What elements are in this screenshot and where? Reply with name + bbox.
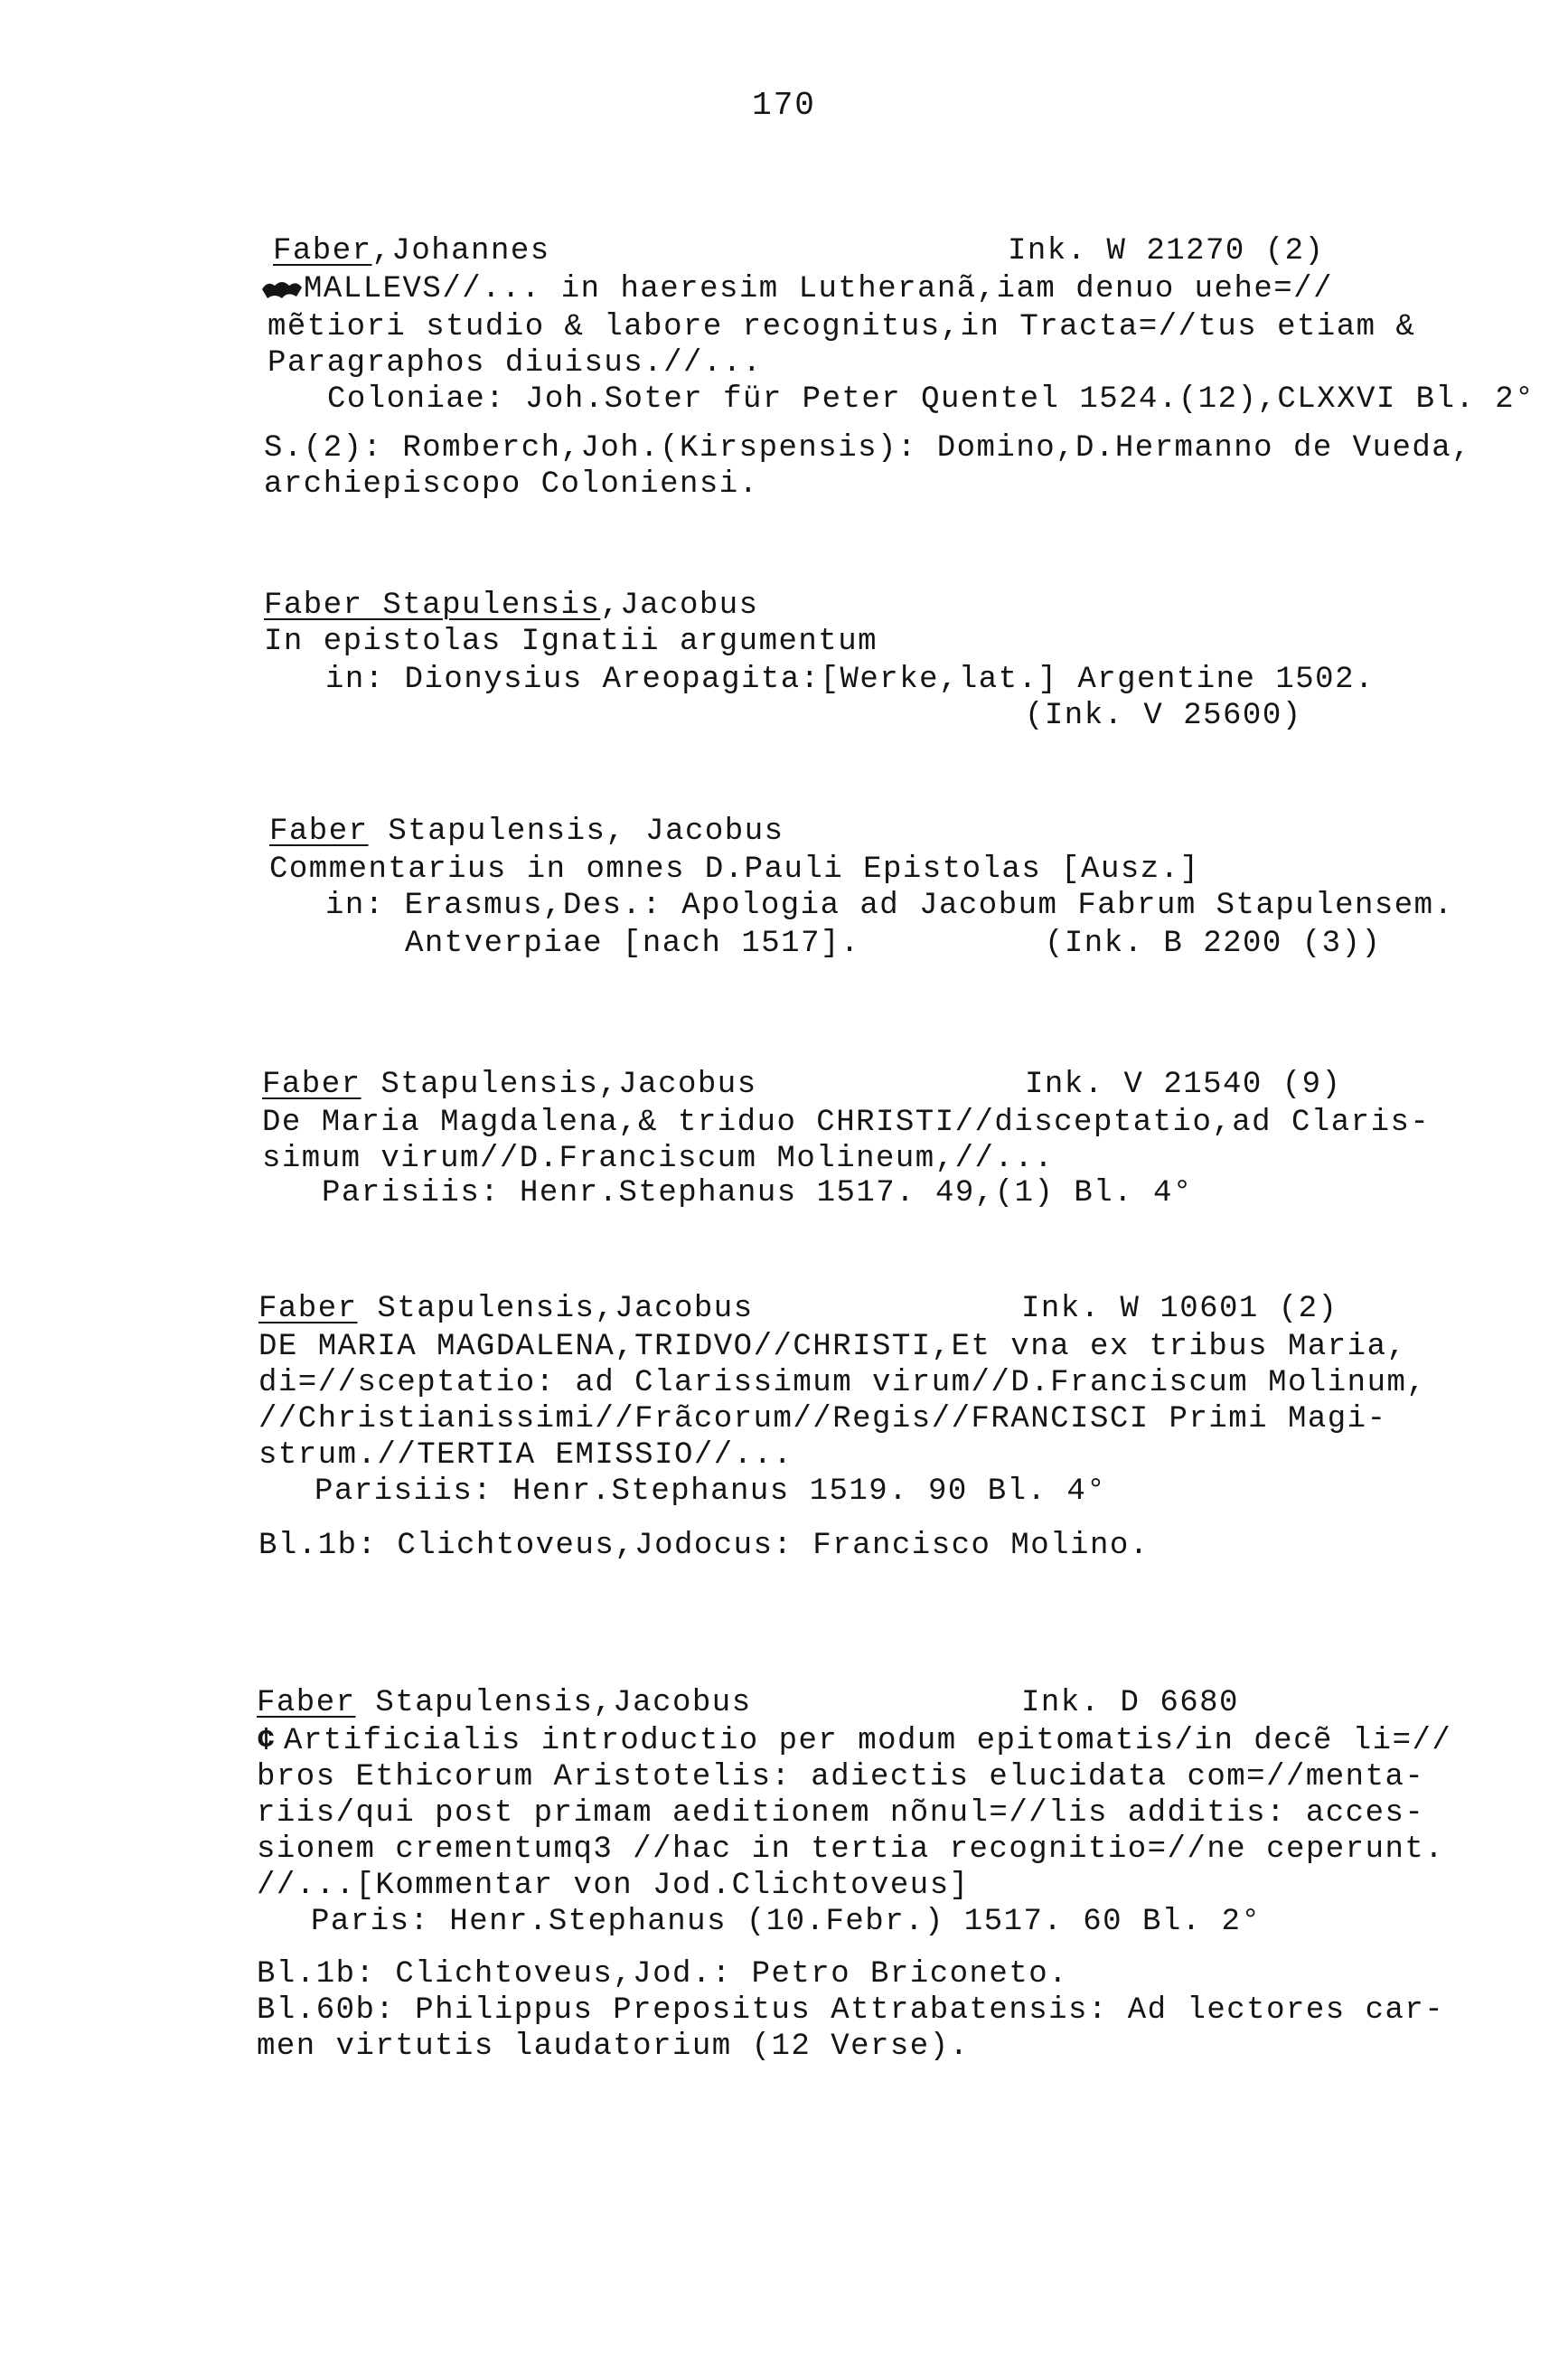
title-line: MALLEVS//... in haeresim Lutheranã,iam denuo uehe=// — [260, 271, 1333, 307]
heading-surname: Faber Stapulensis — [264, 589, 601, 623]
note-line: Bl.1b: Clichtoveus,Jodocus: Francisco Molino. — [258, 1529, 1150, 1563]
heading-surname: Faber — [258, 1292, 358, 1326]
entry-heading — [269, 814, 784, 850]
title-line: bros Ethicorum Aristotelis: adiectis elucidata com=//menta- — [257, 1760, 1425, 1794]
imprint-line: in: Erasmus,Des.: Apologia ad Jacobum Fabrum Stapulensem. — [325, 889, 1454, 923]
note-line: archiepiscopo Coloniensi. — [264, 467, 759, 502]
heading-rest: Stapulensis,Jacobus — [361, 1068, 757, 1102]
title-line: De Maria Magdalena,& triduo CHRISTI//disceptatio,ad Claris- — [262, 1106, 1431, 1140]
title-line: //...[Kommentar von Jod.Clichtoveus] — [257, 1869, 970, 1903]
imprint-line: Parisiis: Henr.Stephanus 1517. 49,(1) Bl. 4° — [322, 1176, 1193, 1210]
heading-rest: Stapulensis,Jacobus — [355, 1686, 752, 1720]
heading-rest: ,Jacobus — [600, 589, 759, 623]
heading-surname: Faber — [273, 234, 372, 268]
title-line: di=//sceptatio: ad Clarissimum virum//D.Franciscum Molinum, — [258, 1366, 1427, 1400]
imprint-line: Paris: Henr.Stephanus (10.Febr.) 1517. 60 Bl. 2° — [311, 1905, 1262, 1939]
heading-surname: Faber — [257, 1686, 356, 1720]
title-line: ¢ Artificialis introductio per modum epitomatis/in decẽ li=// — [257, 1724, 1452, 1758]
title-line: mẽtiori studio & labore recognitus,in Tracta=//tus etiam & — [268, 310, 1416, 344]
title-line: Commentarius in omnes D.Pauli Epistolas [Ausz.] — [269, 852, 1200, 887]
title-line: //Christianissimi//Frãcorum//Regis//FRANCISCI Primi Magi- — [258, 1402, 1387, 1436]
entry-heading — [257, 1685, 752, 1721]
printer-device-mark — [260, 275, 304, 298]
imprint-line: Parisiis: Henr.Stephanus 1519. 90 Bl. 4° — [315, 1474, 1107, 1509]
title-line: riis/qui post primam aeditionem nõnul=//lis additis: acces- — [257, 1796, 1425, 1831]
ink-number: Ink. W 10601 (2) — [1021, 1292, 1338, 1326]
note-line: men virtutis laudatorium (12 Verse). — [257, 2030, 970, 2064]
entry-heading — [273, 233, 550, 269]
imprint-line: in: Dionysius Areopagita:[Werke,lat.] Argentine 1502. — [325, 663, 1375, 697]
heading-surname: Faber — [262, 1068, 361, 1102]
heading-rest: ,Johannes — [371, 234, 550, 268]
entry-heading — [262, 1067, 757, 1103]
ink-number: Ink. D 6680 — [1021, 1686, 1239, 1720]
title-line: strum.//TERTIA EMISSIO//... — [258, 1438, 793, 1473]
heading-rest: Stapulensis, Jacobus — [368, 815, 784, 849]
note-line: S.(2): Romberch,Joh.(Kirspensis): Domino,D.Hermanno de Vueda, — [264, 431, 1472, 466]
ink-number: (Ink. B 2200 (3)) — [1045, 927, 1382, 961]
title-line: DE MARIA MAGDALENA,TRIDVO//CHRISTI,Et vna ex tribus Maria, — [258, 1330, 1407, 1364]
ink-number: Ink. V 21540 (9) — [1025, 1068, 1342, 1102]
title-line: In epistolas Ignatii argumentum — [264, 625, 878, 659]
imprint-line: Coloniae: Joh.Soter für Peter Quentel 1524.(12),CLXXVI Bl. 2° — [327, 382, 1535, 417]
title-line: sionem crementumq3 //hac in tertia recognitio=//ne ceperunt. — [257, 1832, 1445, 1867]
heading-rest: Stapulensis,Jacobus — [357, 1292, 754, 1326]
title-line: simum virum//D.Franciscum Molineum,//... — [262, 1142, 1055, 1176]
ink-number: (Ink. V 25600) — [1025, 699, 1302, 733]
ink-number: Ink. W 21270 (2) — [1008, 234, 1325, 268]
note-line: Bl.60b: Philippus Prepositus Attrabatensis: Ad lectores car- — [257, 1993, 1445, 2028]
imprint-line: Antverpiae [nach 1517]. — [405, 927, 860, 961]
page-number: 170 — [752, 87, 816, 124]
title-line: Paragraphos diuisus.//... — [268, 346, 763, 381]
entry-heading — [258, 1291, 754, 1327]
paragraph-mark-icon: ¢ — [257, 1724, 277, 1758]
heading-surname: Faber — [269, 815, 369, 849]
entry-heading — [264, 588, 759, 624]
note-line: Bl.1b: Clichtoveus,Jod.: Petro Briconeto. — [257, 1957, 1069, 1992]
